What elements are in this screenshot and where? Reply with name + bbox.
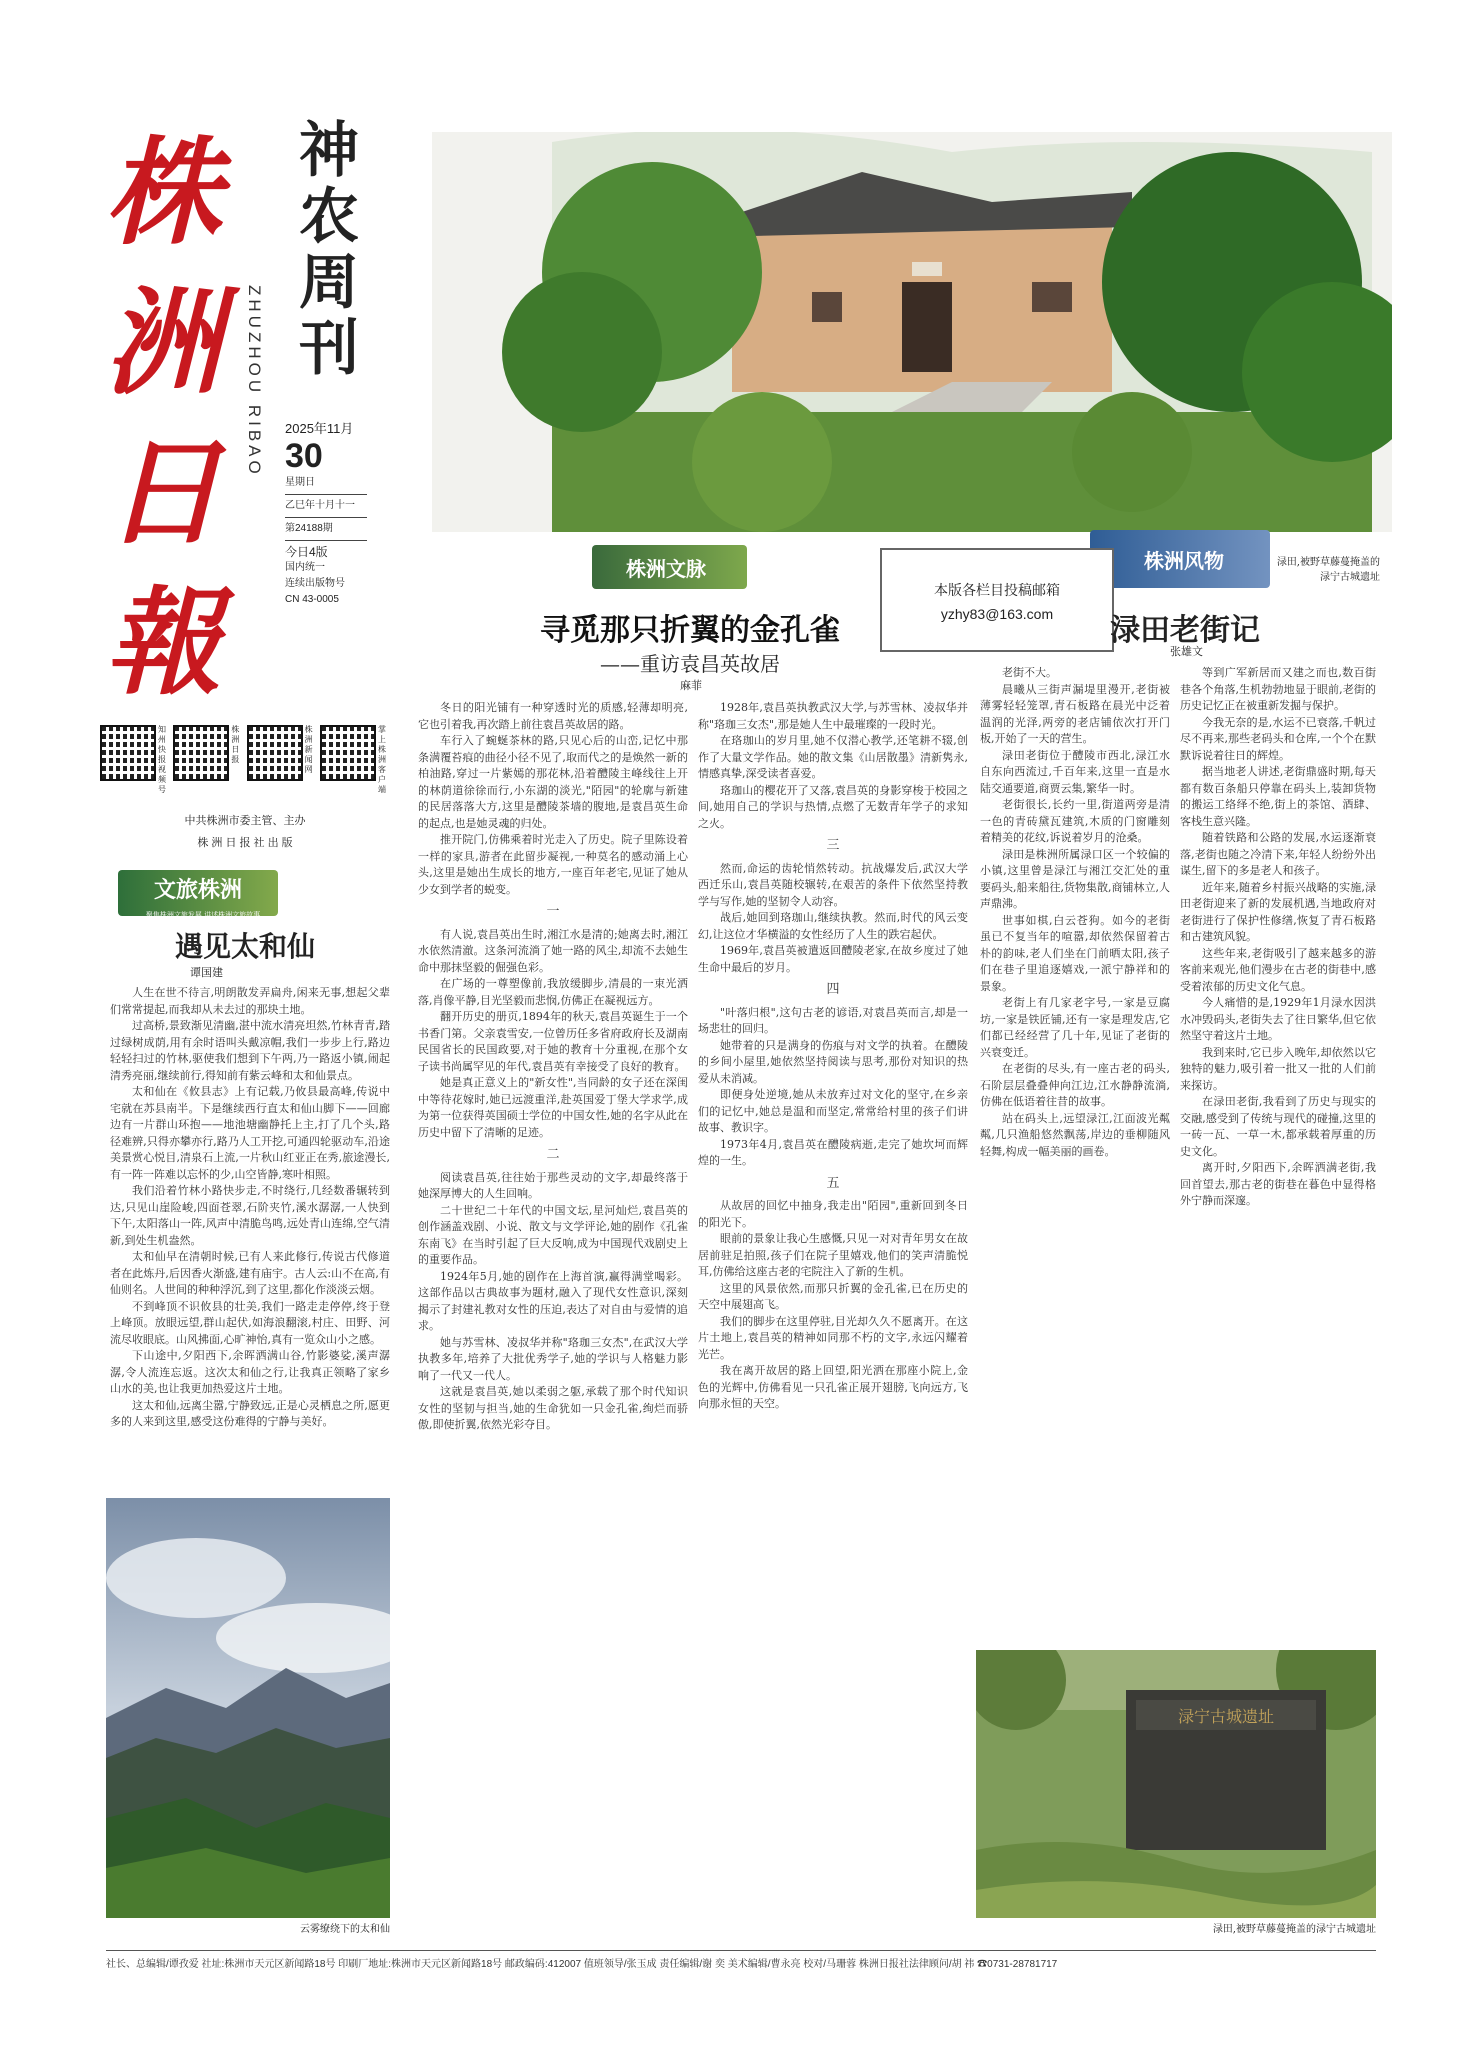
issue-info [285, 418, 367, 608]
qr-code[interactable]: 知州快报视频号 [100, 725, 170, 795]
article-title: 遇见太和仙 [174, 930, 315, 963]
article-body: 人生在世不待言,明朗散发弄扁舟,闲来无事,想起父辈们常常提起,而我却从未去过的那块土地。 过高桥,景致渐见清幽,湛中流水清亮坦然,竹林青青,踏过绿树成荫,用有余时语叫头戴凉帽,我们一步步上行,路边轻轻扫过的竹林,驱使我们想到下午两,乃一路返小镇,闹起清秀亮丽,继续前行,得知前有紫云峰和太和仙景点。 太和仙在《攸县志》上有记载,乃攸县最高峰,传说中宅就在苏县南半。下是继续西行直太和仙山脚下——回廊边有一片群山环抱——地池塘幽静托上主,打了几个头,路径难辨,只得亦攀亦行,路乃人工开挖,可通四轮驱动车,沿途美景赏心悦目,清泉石上流,一片秋山红亚正在秀,旅途漫长,有一阵一阵难以忘怀的少,山空皆静,寒叶相照。 我们沿着竹林小路快步走,不时绕行,几经数番辗转到达,只见山崖险峻,四面苍翠,石阶夹竹,溪水潺潺,一人快到下午,太阳落山一阵,风声中清脆鸟鸣,远处青山连绵,空气清新,到处生机盎然。 太和仙早在清朝时候,已有人来此修行,传说古代修道者在此炼丹,后因香火渐盛,建有庙宇。古人云:山不在高,有仙则名。人世间的种种浮沉,到了这里,都化作淡淡云烟。 不到峰顶不识攸县的壮美,我们一路走走停停,终于登上峰顶。放眼远望,群山起伏,如海浪翻滚,村庄、田野、河流尽收眼底。山风拂面,心旷神怡,真有一览众山小之感。 下山途中,夕阳西下,余晖洒满山谷,竹影婆娑,溪声潺潺,令人流连忘返。这次太和仙之行,让我真正领略了家乡山水的美,也让我更加热爱这片土地。 这太和仙,远离尘嚣,宁静致远,正是心灵栖息之所,愿更多的人来到这里,感受这份难得的宁静与美好。 [110, 986, 390, 1428]
publisher-line: 中共株洲市委主管、主办 [184, 815, 306, 827]
masthead-pinyin: ZHUZHOU RIBAO [245, 285, 264, 478]
article-column: 等到广军新居而又建之而也,数百街巷各个角落,生机勃勃地显于眼前,老街的历史记忆正在被重新发掘与保护。 今我无奈的是,水运不已衰落,千帆过尽不再来,那些老码头和仓库,一个个在默默诉说着往日的辉煌。 据当地老人讲述,老街鼎盛时期,每天都有数百条船只停靠在码头上,装卸货物的搬运工络绎不绝,街上的茶馆、酒肆、客栈生意兴隆。 随着铁路和公路的发展,水运逐渐衰落,老街也随之冷清下来,年轻人纷纷外出谋生,留下的多是老人和孩子。 近年来,随着乡村振兴战略的实施,渌田老街迎来了新的发展机遇,当地政府对老街进行了保护性修缮,恢复了青石板路和古建筑风貌。 这些年来,老街吸引了越来越多的游客前来观光,他们漫步在古老的街巷中,感受着浓郁的历史文化气息。 今人痛惜的是,1929年1月渌水因洪水冲毁码头,老街失去了往日繁华,但它依然坚守着这片土地。 我到来时,它已步入晚年,却依然以它独特的魅力,吸引着一批又一批的人们前来探访。 在渌田老街,我看到了历史与现实的交融,感受到了传统与现代的碰撞,这里的一砖一瓦、一草一木,都承载着厚重的历史文化。 离开时,夕阳西下,余晖洒满老街,我回首望去,那古老的街巷在暮色中显得格外宁静而深邃。 [1180, 666, 1376, 1207]
issue-weekday: 星期日 [285, 477, 315, 488]
qr-code[interactable]: 掌上株洲客户端 [320, 725, 390, 795]
masthead-char: 日 [105, 425, 221, 561]
masthead-char: 洲 [105, 275, 221, 411]
article-column: 老街不大。 晨曦从三街声漏堤里漫开,老街被薄雾轻轻笼罩,青石板路在晨光中泛着温润的光泽,两旁的老店铺依次打开门板,开始了一天的营生。 渌田老街位于醴陵市西北,渌江水自东向西流过,千百年来,这里一直是水陆交通要道,商贾云集,繁华一时。 老街很长,长约一里,街道两旁是清一色的青砖黛瓦建筑,木质的门窗雕刻着精美的花纹,诉说着岁月的沧桑。 渌田是株洲所属渌口区一个较偏的小镇,这里曾是渌江与湘江交汇处的重要码头,船来船往,货物集散,商铺林立,人声鼎沸。 世事如棋,白云苍狗。如今的老街虽已不复当年的喧嚣,却依然保留着古朴的韵味,老人们坐在门前晒太阳,孩子们在巷子里追逐嬉戏,一派宁静祥和的景象。 老街上有几家老字号,一家是豆腐坊,一家是铁匠铺,还有一家是理发店,它们都已经经营了几十年,见证了老街的兴衰变迁。 在老街的尽头,有一座古老的码头,石阶层层叠叠伸向江边,江水静静流淌,仿佛在低语着往昔的故事。 站在码头上,远望渌江,江面波光粼粼,几只渔船悠然飘荡,岸边的垂柳随风轻舞,构成一幅美丽的画卷。 [980, 666, 1170, 1158]
photo-caption: 渌田,被野草藤蔓掩盖的渌宁古城遗址 [1212, 1924, 1376, 1935]
section-number: 四 [826, 982, 840, 997]
masthead-char: 報 [105, 575, 221, 711]
submission-mailbox [880, 548, 1114, 652]
section-number: 一 [546, 904, 560, 919]
qr-code[interactable]: 株洲日报 [173, 725, 243, 795]
article-headline: 寻觅那只折翼的金孔雀 [540, 613, 840, 648]
masthead-logo [88, 118, 238, 718]
section-banner-sub: 聚焦株洲文旅发展 讲述株洲文旅故事 [145, 911, 261, 919]
lunar-date: 乙巳年十月十一 [285, 500, 355, 511]
footer-credits: 社长、总编辑/谭孜爱 社址:株洲市天元区新闻路18号 印刷厂地址:株洲市天元区新闻路18号 邮政编码:412007 值班领导/张玉成 责任编辑/谢 奕 美术编辑/曹永亮 校对/马珊蓉 株洲日报社法律顾问/胡 祎 ☎0731-28781717 [106, 1950, 1376, 1970]
cn-number: CN 43-0005 [285, 594, 339, 605]
publisher-info [110, 810, 380, 854]
former-residence-photo [432, 132, 1392, 532]
ruins-photo [976, 1650, 1376, 1918]
section-tag-wenmai: 株洲文脉 [592, 545, 747, 589]
section-number: 二 [546, 1147, 560, 1162]
section-number: 五 [826, 1175, 840, 1191]
masthead-char: 株 [105, 125, 221, 261]
supplement-title-text: 神农周刊 [289, 118, 359, 382]
article-author: 麻菲 [680, 679, 702, 692]
photo-caption: 云雾缭绕下的太和仙 [300, 1924, 390, 1935]
article-subhead: ——重访袁昌英故居 [600, 652, 780, 676]
qr-code-row [100, 725, 390, 795]
issue-number: 第24188期 [285, 523, 333, 534]
serial-label: 国内统一 [285, 562, 325, 573]
supplement-title [285, 118, 363, 399]
section-banner-wenlv: 文旅株洲 [118, 870, 278, 916]
mountain-photo [106, 1498, 390, 1918]
sign-text: 渌宁古城遗址 [1177, 1707, 1275, 1726]
photo-caption: 渌田,被野草藤蔓掩盖的渌宁古城遗址 [1276, 557, 1380, 583]
issue-day: 30 [285, 437, 323, 475]
serial-label: 连续出版物号 [285, 578, 345, 589]
publisher-line: 株 洲 日 报 社 出 版 [197, 837, 293, 849]
qr-code[interactable]: 株洲新闻网 [247, 725, 317, 795]
section-tag-fengwu: 株洲风物 [1090, 530, 1270, 588]
article-column: 1928年,袁昌英执教武汉大学,与苏雪林、凌叔华并称"珞珈三女杰",那是她人生中最璀璨的一段时光。 在珞珈山的岁月里,她不仅潜心教学,还笔耕不辍,创作了大量文学作品。她的散文集《山居散墨》清新隽永,情感真挚,深受读者喜爱。 珞珈山的樱花开了又落,袁昌英的身影穿梭于校园之间,她用自己的学识与热情,点燃了无数青年学子的求知之火。 三 然而,命运的齿轮悄然转动。抗战爆发后,武汉大学西迁乐山,袁昌英随校辗转,在艰苦的条件下依然坚持教学与写作,她的坚韧令人动容。 战后,她回到珞珈山,继续执教。然而,时代的风云变幻,让这位才华横溢的女性经历了人生的跌宕起伏。 1969年,袁昌英被遣返回醴陵老家,在故乡度过了她生命中最后的岁月。 四 "叶落归根",这句古老的谚语,对袁昌英而言,却是一场悲壮的回归。 她带着的只是满身的伤痕与对文学的执着。在醴陵的乡间小屋里,她依然坚持阅读与思考,那份对知识的热爱从未消减。 即便身处逆境,她从未放弃过对文化的坚守,在乡亲们的记忆中,她总是温和而坚定,常常给村里的孩子们讲故事、教识字。 1973年4月,袁昌英在醴陵病逝,走完了她坎坷而辉煌的一生。 五 从故居的回忆中抽身,我走出"陌园",重新回到冬日的阳光下。 眼前的景象让我心生感慨,只见一对对青年男女在故居前驻足拍照,孩子们在院子里嬉戏,他们的笑声清脆悦耳,仿佛给这座古老的宅院注入了新的生机。 这里的风景依然,而那只折翼的金孔雀,已在历史的天空中展翅高飞。 我们的脚步在这里停驻,目光却久久不愿离开。在这片土地上,袁昌英的精神如同那不朽的文字,永远闪耀着光芒。 我在离开故居的路上回望,阳光洒在那座小院上,金色的光辉中,仿佛看见一只孔雀正展开翅膀,飞向远方,飞向那永恒的天空。 [698, 701, 968, 1410]
mailbox-email[interactable]: yzhy83@163.com [940, 606, 1054, 622]
mailbox-label: 本版各栏目投稿邮箱 [934, 582, 1060, 598]
issue-date: 2025年11月 [285, 421, 354, 436]
article-headline: 渌田老街记 [1110, 613, 1260, 648]
article-author: 谭国建 [190, 966, 223, 979]
page-count: 今日4版 [285, 545, 328, 559]
section-number: 三 [826, 838, 840, 853]
article-column: 冬日的阳光铺有一种穿透时光的质感,轻薄却明亮,它也引着我,再次踏上前往袁昌英故居的路。 车行入了蜿蜒茶林的路,只见心后的山峦,记忆中那条满覆苔痕的曲径小径不见了,取而代之的是焕然一新的柏油路,穿过一片紫嫣的那花林,沿着醴陵主峰线往上开的林荫道徐徐而行,小东湖的淡光,"陌园"的轮廓与新建的民居落落大方,这里是醴陵茶墙的腹地,是袁昌英生命的起点,也是她灵魂的归处。 推开院门,仿佛乘着时光走入了历史。院子里陈设着一样的家具,游者在此留步凝视,一种莫名的感动涌上心头,这里是她出生成长的地方,一座百年老宅,见证了她从少女到学者的蜕变。 一 有人说,袁昌英出生时,湘江水是清的;她离去时,湘江水依然清澈。这条河流淌了她一路的风尘,却流不去她生命中那抹坚毅的倔强色彩。 在广场的一尊塑像前,我放缓脚步,清晨的一束光洒落,肖像平静,目光坚毅而悲悯,仿佛正在凝视远方。 翻开历史的册页,1894年的秋天,袁昌英诞生于一个书香门第。父亲袁雪安,一位曾历任多省府政府长及湖南民国省长的民国政要,对于她的教育十分重视,在那个女子读书尚属罕见的年代,袁昌英有幸接受了良好的教育。 她是真正意义上的"新女性",当同龄的女子还在深闺中等待花嫁时,她已远渡重洋,赴英国爱丁堡大学求学,成为第一位获得英国硕士学位的中国女性,她的名字从此在历史中留下了清晰的足迹。 二 阅读袁昌英,往往始于那些灵动的文字,却最终落于她深厚博大的人生回响。 二十世纪二十年代的中国文坛,星河灿烂,袁昌英的创作涵盖戏剧、小说、散文与文学评论,她的剧作《孔雀东南飞》在当时引起了巨大反响,成为中国现代戏剧史上的重要作品。 1924年5月,她的剧作在上海首演,赢得满堂喝彩。这部作品以古典故事为题材,融入了现代女性意识,深刻揭示了封建礼教对女性的压迫,表达了对自由与爱情的追求。 她与苏雪林、凌叔华并称"珞珈三女杰",在武汉大学执教多年,培养了大批优秀学子,她的学识与人格魅力影响了一代又一代人。 这就是袁昌英,她以柔弱之躯,承载了那个时代知识女性的坚韧与担当,她的生命犹如一只金孔雀,绚烂而骄傲,即使折翼,依然光彩夺目。 [418, 701, 688, 1431]
article-author: 张雄文 [1170, 645, 1203, 658]
